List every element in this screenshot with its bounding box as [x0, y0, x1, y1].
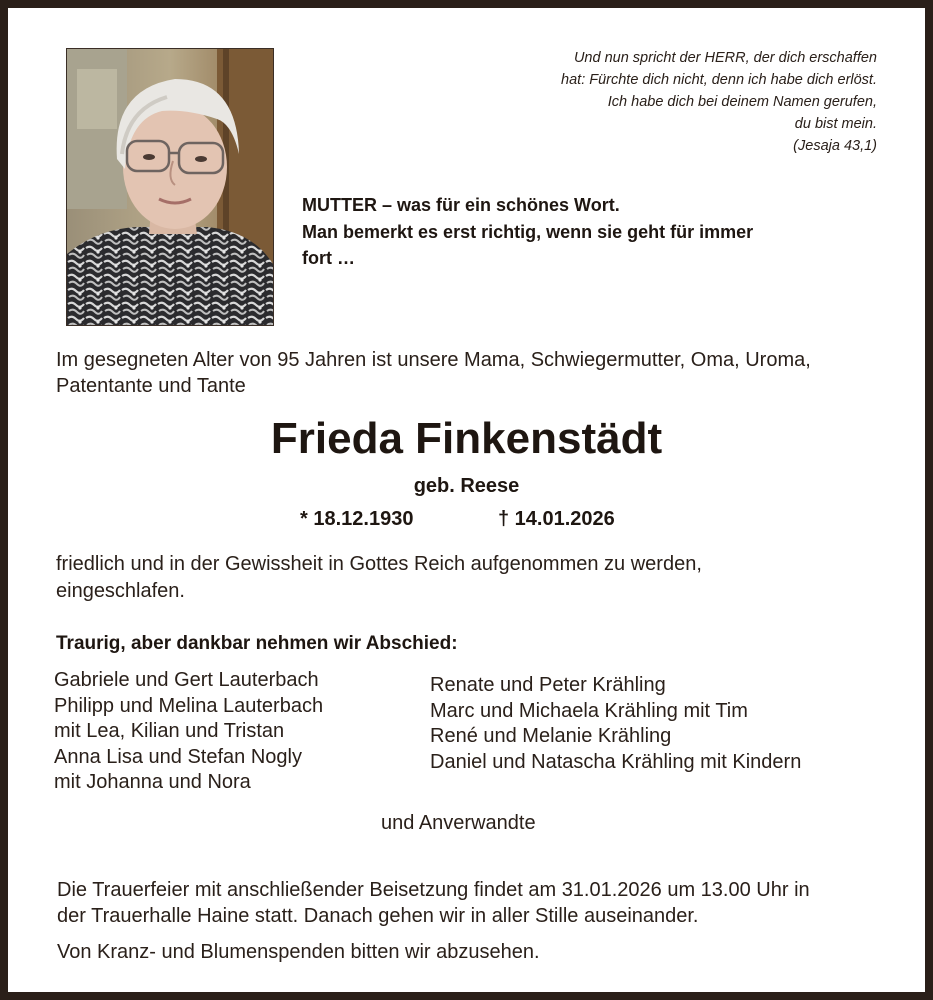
motto-line: Man bemerkt es erst richtig, wenn sie geht für immer — [302, 221, 754, 242]
motto-line: fort … — [302, 248, 355, 268]
intro-line-1: Im gesegneten Alter von 95 Jahren ist unsere Mama, Schwiegermutter, Oma, Uroma, — [56, 349, 811, 371]
mourner-line: Anna Lisa und Stefan Nogly — [54, 745, 302, 768]
farewell-heading: Traurig, aber dankbar nehmen wir Abschied: — [56, 633, 458, 654]
mourner-line: Gabriele und Gert Lauterbach — [54, 669, 319, 691]
portrait-photo — [66, 48, 274, 326]
mourner-line: Philipp und Melina Lauterbach — [54, 694, 324, 717]
passing-line-2: eingeschlafen. — [56, 580, 185, 602]
quote-line: Ich habe dich bei deinem Namen gerufen, — [607, 94, 877, 110]
motto-line: MUTTER – was für ein schönes Wort. — [302, 195, 620, 215]
quote-line: Und nun spricht der HERR, der dich erschaffen — [573, 50, 877, 66]
death-date: † 14.01.2026 — [498, 508, 615, 530]
deceased-name: Frieda Finkenstädt — [270, 414, 663, 463]
mourner-line: René und Melanie Krähling — [430, 725, 672, 747]
mourner-line: Renate und Peter Krähling — [430, 674, 666, 696]
quote-line: hat: Fürchte dich nicht, denn ich habe dich erlöst. — [561, 72, 877, 88]
intro-line-2: Patentante und Tante — [56, 375, 246, 397]
birth-date: * 18.12.1930 — [300, 508, 414, 530]
quote-reference: (Jesaja 43,1) — [793, 138, 877, 154]
mourner-line: mit Johanna und Nora — [54, 771, 251, 793]
bible-quote — [497, 47, 877, 157]
service-line-2: der Trauerhalle Haine statt. Danach gehen wir in aller Stille auseinander. — [57, 905, 699, 927]
mourners-left — [54, 668, 323, 796]
service-line-1: Die Trauerfeier mit anschließender Beisetzung findet am 31.01.2026 um 13.00 Uhr in — [57, 879, 810, 901]
motto — [302, 192, 753, 272]
mourner-line: Daniel und Natascha Krähling mit Kindern — [430, 750, 802, 773]
donations-note: Von Kranz- und Blumenspenden bitten wir abzusehen. — [57, 941, 540, 963]
portrait-illustration — [67, 49, 273, 325]
maiden-name: geb. Reese — [413, 475, 520, 497]
quote-line: du bist mein. — [794, 116, 877, 132]
passing-line-1: friedlich und in der Gewissheit in Gottes Reich aufgenommen zu werden, — [56, 553, 702, 575]
relatives: und Anverwandte — [381, 812, 536, 834]
mourners-right — [430, 673, 801, 775]
mourner-line: mit Lea, Kilian und Tristan — [54, 720, 285, 742]
mourner-line: Marc und Michaela Krähling mit Tim — [430, 699, 748, 722]
